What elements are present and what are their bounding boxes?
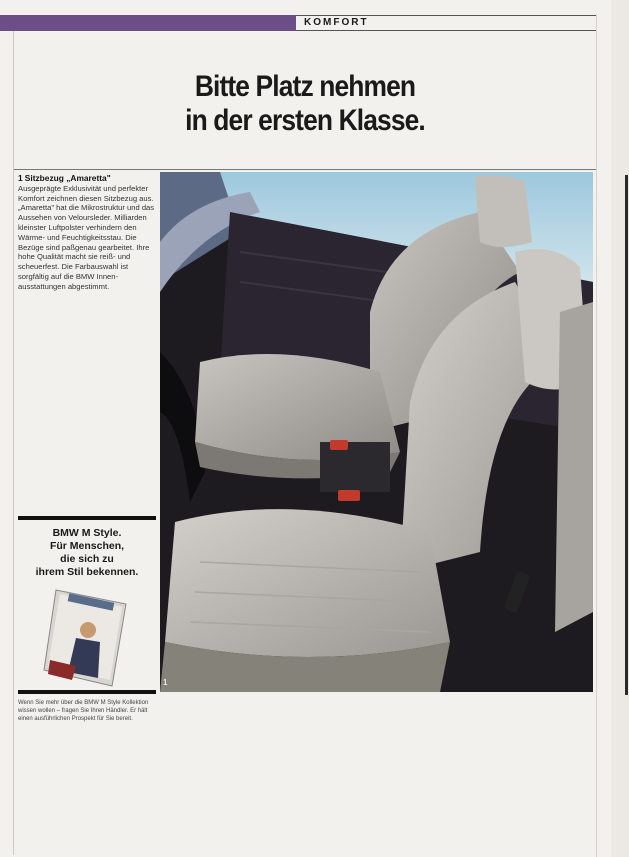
photo-number: 1: [163, 678, 168, 687]
section-header: [296, 15, 596, 31]
caption-title: Sitzbezug „Amaretta": [24, 173, 111, 183]
promo-note: Wenn Sie mehr über die BMW M Style Kollektion wissen wollen – fragen Sie Ihren Händler. Er hält einen ausführlichen Prospekt für Sie bereit.: [18, 700, 149, 722]
caption-body: Ausgeprägte Exklusivität und perfekter Komfort zeichnen diesen Sitzbezug aus. „Amaretta" hat die Mikrostruktur und das Aussehen von Veloursleder. Milliarden kleinster Luftpolster verhindern den Wärme- und Feuchtigkeitsstau. Die Bezüge sind paßgenau gearbeitet. Ihre hohe Qualität macht sie reiß- und scheuerfest. Die Farbauswahl ist sorgfältig auf die BMW Innen-ausstattungen abgestimmt.: [18, 183, 155, 291]
page-headline: [14, 70, 596, 138]
promo-bottom-rule: [18, 690, 156, 694]
promo-line-3: die sich zu: [60, 553, 114, 565]
promo-line-4: ihrem Stil bekennen.: [35, 566, 139, 578]
promo-line-2: Für Menschen,: [49, 540, 125, 552]
seat-photo: [160, 172, 593, 692]
caption-number: 1: [18, 173, 23, 183]
promo-top-rule: [18, 516, 156, 520]
next-page-mark: [625, 175, 628, 695]
promo-line-1: BMW M Style.: [52, 527, 122, 539]
m-style-promo: [18, 527, 156, 579]
page-left-edge: [13, 30, 14, 855]
m-style-catalog-image: [38, 582, 138, 688]
page-right-edge: [596, 14, 597, 857]
headline-line-2: in der ersten Klasse.: [185, 104, 425, 137]
headline-line-1: Bitte Platz nehmen: [194, 70, 416, 103]
section-label: KOMFORT: [304, 17, 369, 28]
catalog-illustration: [38, 582, 138, 688]
headline-rule: [14, 169, 596, 170]
section-color-bar: [0, 15, 296, 31]
seat-photo-illustration: [160, 172, 593, 692]
seat-cover-caption: [18, 174, 156, 292]
